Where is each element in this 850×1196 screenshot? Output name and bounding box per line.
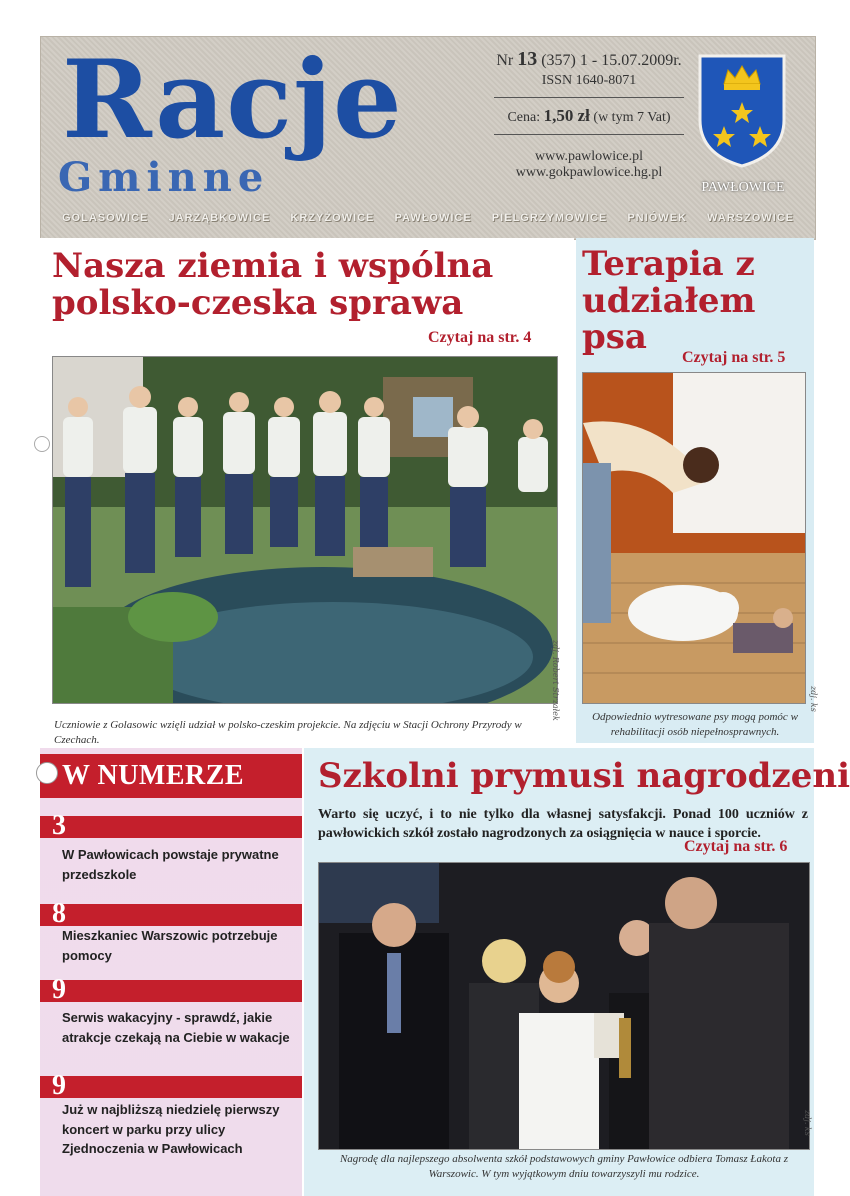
main-article-read-more[interactable]: Czytaj na str. 4 [428, 329, 532, 346]
page-number-bar [40, 810, 302, 841]
photo-credit: zdj. Robert Strzałek [551, 640, 560, 721]
price-label: Cena: [507, 110, 541, 125]
bottom-article-read-more[interactable]: Czytaj na str. 6 [684, 838, 788, 855]
coat-of-arms-icon [694, 50, 790, 170]
in-issue-item[interactable]: Serwis wakacyjny - sprawdź, jakie atrakcje czekają na Ciebie w wakacje [62, 1010, 290, 1045]
side-article-headline[interactable]: Terapia z udziałem psa [582, 244, 756, 358]
students-pond-photo [52, 356, 558, 704]
page-number: 3 [52, 810, 66, 841]
page-number: 9 [52, 1070, 66, 1101]
village-name: PNIÓWEK [627, 212, 687, 224]
village-name: PAWŁOWICE [394, 212, 472, 224]
page-number-bar [40, 974, 302, 1005]
price-note: (w tym 7 Vat) [593, 110, 671, 125]
bottom-article-lead: Warto się uczyć, i to nie tylko dla własnej satysfakcji. Ponad 100 uczniów z pawłowickich szkół zostało nagrodzonych za osiągnięcia w nauce i sporcie. [318, 807, 808, 841]
page-number: 8 [52, 898, 66, 929]
crest-label: PAWŁOWICE [701, 180, 785, 195]
newspaper-logo-title: Racje [62, 37, 403, 163]
newspaper-logo-subtitle: Gminne [58, 154, 270, 201]
photo-caption: Nagrodę dla najlepszego absolwenta szkół podstawowych gminy Pawłowice odbiera Tomasz Łakota z Warszowic. W tym wyjątkowym dniu towarzyszyli mu rodzice. [339, 1153, 789, 1180]
side-article-read-more[interactable]: Czytaj na str. 5 [682, 349, 786, 366]
village-name: PIELGRZYMOWICE [491, 212, 608, 224]
price-value: 1,50 zł [543, 106, 590, 125]
issue-info [494, 48, 684, 181]
binder-hole [36, 762, 58, 784]
village-name: WARSZOWICE [707, 212, 794, 224]
issn: ISSN 1640-8071 [541, 73, 637, 88]
therapy-dog-photo [582, 372, 806, 704]
divider [494, 97, 684, 98]
in-issue-item[interactable]: W Pawłowicach powstaje prywatne przedszkole [62, 847, 279, 882]
issue-date: (357) 1 - 15.07.2009r. [541, 52, 682, 69]
in-issue-item[interactable]: Mieszkaniec Warszowic potrzebuje pomocy [62, 928, 278, 963]
binder-hole [34, 436, 50, 452]
website-link-1[interactable]: www.pawlowice.pl [535, 149, 643, 164]
bottom-article-headline[interactable]: Szkolni prymusi nagrodzeni [318, 756, 850, 796]
photo-credit: zdj. ks [803, 1110, 812, 1136]
photo-caption: Uczniowie z Golasowic wzięli udział w polsko-czeskim projekcie. Na zdjęciu w Stacji Ochrony Przyrody w Czechach. [54, 719, 522, 746]
main-article-headline[interactable]: Nasza ziemia i wspólna polsko-czeska sprawa [52, 246, 494, 323]
page-number-bar [40, 898, 302, 929]
village-name: JARZĄBKOWICE [168, 212, 271, 224]
photo-caption: Odpowiednio wytresowane psy mogą pomóc w rehabilitacji osób niepełnosprawnych. [592, 711, 798, 738]
award-ceremony-photo [318, 862, 810, 1150]
village-name: KRZYŻOWICE [290, 212, 375, 224]
issue-number: 13 [517, 48, 538, 70]
page-number-bar [40, 1070, 302, 1101]
website-link-2[interactable]: www.gokpawlowice.hg.pl [515, 165, 663, 180]
in-this-issue-title: W NUMERZE [62, 760, 245, 791]
divider [494, 134, 684, 135]
price-line [494, 106, 684, 126]
village-name: GOLASOWICE [62, 212, 149, 224]
in-issue-item[interactable]: Już w najbliższą niedzielę pierwszy koncert w parku przy ulicy Zjednoczenia w Pawłowicach [62, 1102, 280, 1156]
photo-credit: zdj. ks [809, 686, 818, 712]
issue-number-line [494, 48, 684, 71]
page-number: 9 [52, 974, 66, 1005]
issue-number-prefix: Nr [496, 52, 514, 69]
villages-strip [44, 212, 812, 232]
